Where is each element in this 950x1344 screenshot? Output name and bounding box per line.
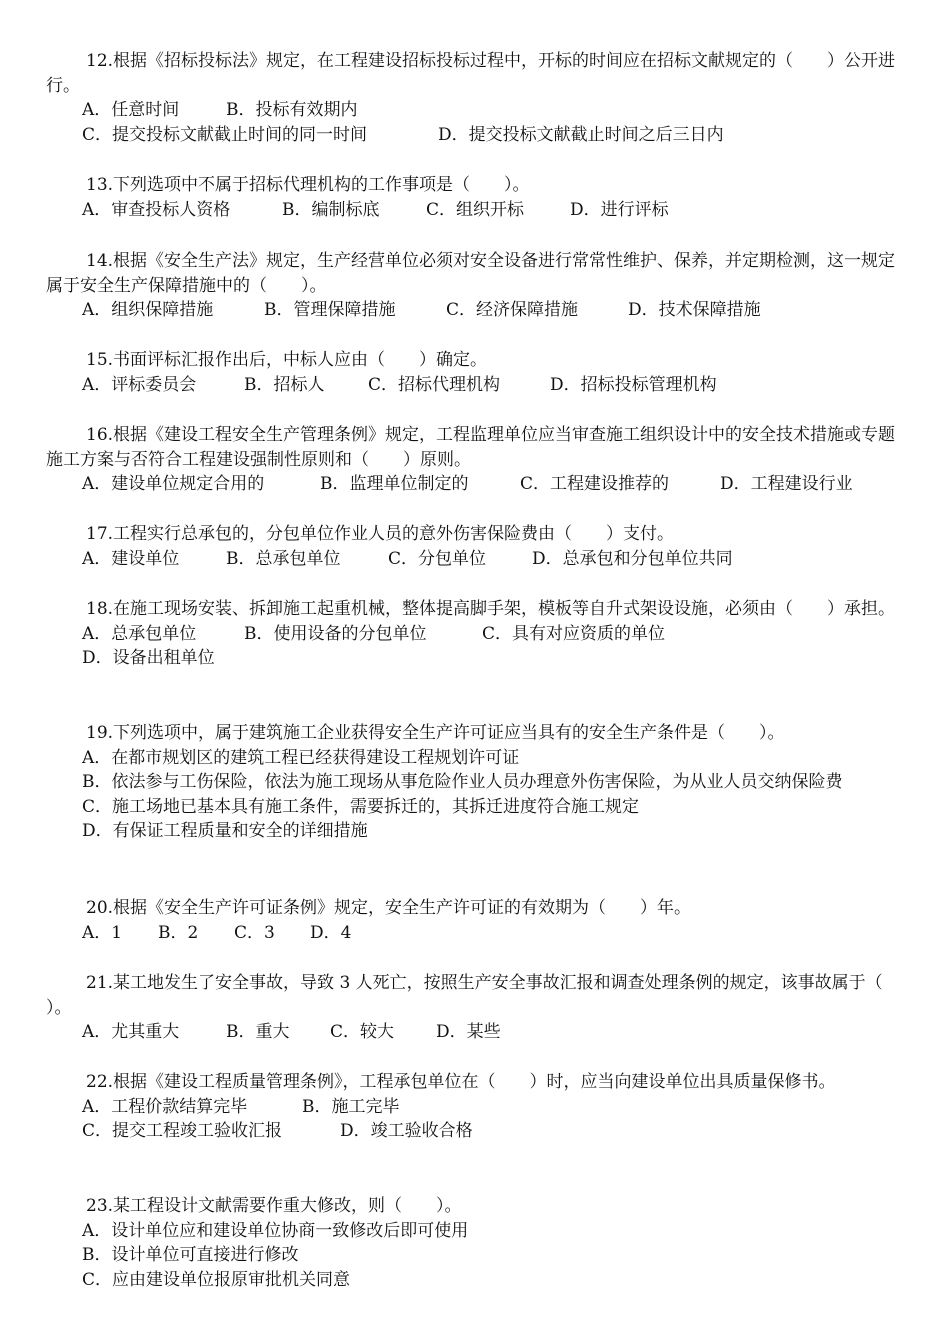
- option-list: [46, 1095, 912, 1144]
- option-d: D．4: [310, 922, 352, 943]
- option-a: A．在都市规划区的建筑工程已经获得建设工程规划许可证: [82, 747, 520, 768]
- question-stem: 22.根据《建设工程质量管理条例》，工程承包单位在（ ）时，应当向建设单位出具质量保修书。: [86, 1072, 836, 1092]
- option-list: [46, 298, 912, 323]
- option-c: C．招标代理机构: [368, 374, 501, 395]
- option-list: [46, 472, 912, 497]
- question-15: [46, 348, 912, 397]
- question-stem: 18.在施工现场安装、拆卸施工起重机械，整体提高脚手架，模板等自升式架设设施，必须由（ ）承担。: [86, 599, 896, 619]
- question-18: [46, 597, 912, 671]
- option-c: C．提交工程竣工验收汇报: [82, 1121, 283, 1141]
- option-b: B．监理单位制定的: [320, 474, 469, 494]
- option-d: D．招标投标管理机构: [550, 374, 717, 395]
- option-d: D．某些: [436, 1022, 501, 1042]
- option-b: B．招标人: [244, 374, 325, 395]
- option-list: [46, 198, 912, 223]
- option-c: C．应由建设单位报原审批机关同意: [82, 1269, 351, 1290]
- option-d: D．工程建设行业: [720, 474, 853, 494]
- option-b: B．总承包单位: [226, 548, 341, 569]
- question-stem: 13.下列选项中不属于招标代理机构的工作事项是（ ）。: [86, 175, 530, 195]
- option-b: B．重大: [226, 1022, 290, 1042]
- question-17: [46, 522, 912, 571]
- option-b: B．依法参与工伤保险，依法为施工现场从事危险作业人员办理意外伤害保险，为从业人员交纳保险费: [82, 772, 843, 792]
- question-stem: 19.下列选项中，属于建筑施工企业获得安全生产许可证应当具有的安全生产条件是（ ）。: [86, 723, 785, 743]
- option-list: [46, 1020, 912, 1045]
- option-a: A．尤其重大: [82, 1022, 180, 1042]
- option-b: B．管理保障措施: [264, 300, 396, 320]
- option-a: A．建设单位规定合用的: [82, 474, 265, 494]
- option-list: [46, 373, 912, 398]
- option-d: D．总承包和分包单位共同: [532, 548, 733, 569]
- question-16: [46, 423, 912, 497]
- question-stem: 16.根据《建设工程安全生产管理条例》规定，工程监理单位应当审查施工组织设计中的安全技术措施或专题施工方案与否符合工程建设强制性原则和（ ）原则。: [46, 425, 896, 470]
- option-c: C．组织开标: [426, 199, 525, 220]
- option-b: B．2: [158, 922, 199, 943]
- option-c: C．具有对应资质的单位: [482, 623, 666, 644]
- option-d: D．提交投标文献截止时间之后三日内: [438, 124, 724, 145]
- option-a: A．1: [82, 922, 123, 943]
- option-b: B．投标有效期内: [226, 100, 358, 120]
- option-d: D．进行评标: [570, 199, 669, 220]
- question-19: [46, 721, 912, 844]
- option-a: A．任意时间: [82, 100, 180, 120]
- option-a: A．总承包单位: [82, 623, 197, 644]
- option-d: D．设备出租单位: [82, 648, 215, 668]
- option-a: A．设计单位应和建设单位协商一致修改后即可使用: [82, 1220, 469, 1241]
- question-21: [46, 971, 917, 1045]
- option-c: C．施工场地已基本具有施工条件，需要拆迁的，其拆迁进度符合施工规定: [82, 796, 640, 817]
- option-c: C．分包单位: [388, 548, 487, 569]
- option-a: A．审查投标人资格: [82, 199, 231, 220]
- option-a: A．工程价款结算完毕: [82, 1096, 248, 1117]
- option-a: A．建设单位: [82, 548, 180, 569]
- question-stem: 20.根据《安全生产许可证条例》规定，安全生产许可证的有效期为（ ）年。: [86, 898, 692, 918]
- option-b: B．设计单位可直接进行修改: [82, 1245, 299, 1265]
- option-b: B．施工完毕: [302, 1096, 400, 1117]
- question-stem: 21.某工地发生了安全事故，导致 3 人死亡，按照生产安全事故汇报和调查处理条例的规定，该事故属于（ ）。: [46, 973, 917, 1018]
- option-d: D．竣工验收合格: [340, 1121, 473, 1141]
- option-b: B．使用设备的分包单位: [244, 623, 427, 644]
- option-c: C．经济保障措施: [446, 300, 579, 320]
- option-list: [46, 921, 912, 946]
- question-13: [46, 173, 912, 222]
- option-a: A．组织保障措施: [82, 300, 214, 320]
- option-list: [46, 746, 912, 844]
- question-stem: 17.工程实行总承包的，分包单位作业人员的意外伤害保险费由（ ）支付。: [86, 524, 675, 544]
- question-stem: 15.书面评标汇报作出后，中标人应由（ ）确定。: [86, 350, 488, 370]
- option-d: D．技术保障措施: [628, 300, 761, 320]
- option-c: C．较大: [330, 1022, 395, 1042]
- question-stem: 23.某工程设计文献需要作重大修改，则（ ）。: [86, 1196, 462, 1216]
- option-c: C．工程建设推荐的: [520, 474, 670, 494]
- option-a: A．评标委员会: [82, 374, 197, 395]
- option-list: [46, 547, 912, 572]
- option-d: D．有保证工程质量和安全的详细措施: [82, 821, 368, 841]
- option-b: B．编制标底: [282, 199, 380, 220]
- question-23: [46, 1194, 912, 1292]
- option-list: [46, 98, 912, 147]
- question-14: [46, 249, 912, 323]
- question-22: [46, 1070, 912, 1144]
- question-stem: 12.根据《招标投标法》规定，在工程建设招标投标过程中，开标的时间应在招标文献规定的（ ）公开进行。: [46, 51, 896, 96]
- option-list: [46, 1219, 912, 1293]
- option-c: C．提交投标文献截止时间的同一时间: [82, 124, 368, 145]
- question-stem: 14.根据《安全生产法》规定，生产经营单位必须对安全设备进行常常性维护、保养，并定期检测，这一规定属于安全生产保障措施中的（ ）。: [46, 251, 896, 296]
- question-12: [46, 49, 912, 147]
- option-list: [46, 622, 912, 671]
- option-c: C．3: [234, 922, 275, 943]
- question-20: [46, 896, 912, 945]
